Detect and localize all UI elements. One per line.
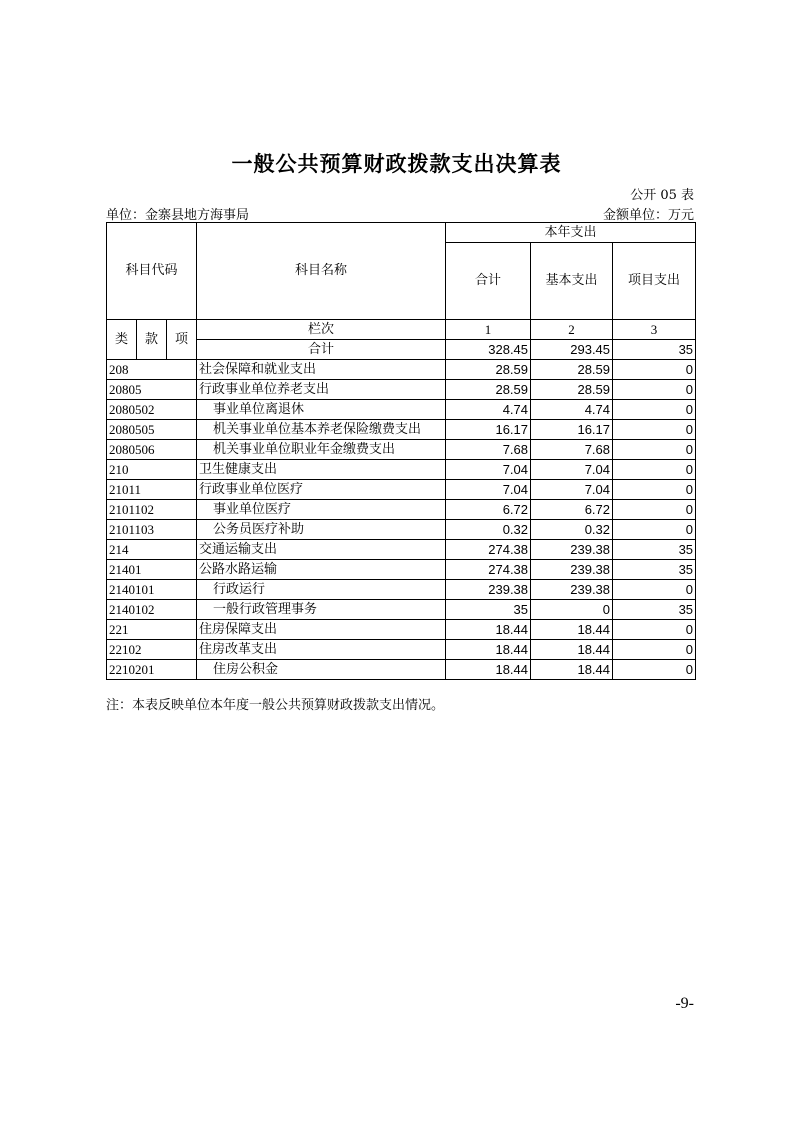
row-total: 18.44 <box>446 640 531 660</box>
row-name: 交通运输支出 <box>197 540 446 560</box>
row-code: 2140101 <box>107 580 197 600</box>
table-row <box>107 400 696 420</box>
row-basic: 4.74 <box>531 400 613 420</box>
row-project: 0 <box>613 480 696 500</box>
row-basic: 6.72 <box>531 500 613 520</box>
header-lei: 类 <box>107 320 137 360</box>
row-name: 机关事业单位基本养老保险缴费支出 <box>197 420 446 440</box>
row-name: 一般行政管理事务 <box>197 600 446 620</box>
row-project: 35 <box>613 540 696 560</box>
row-project: 0 <box>613 620 696 640</box>
row-code: 2140102 <box>107 600 197 620</box>
table-note: 注：本表反映单位本年度一般公共预算财政拨款支出情况。 <box>106 698 445 713</box>
row-basic: 7.04 <box>531 460 613 480</box>
table-row <box>107 600 696 620</box>
row-name: 公务员医疗补助 <box>197 520 446 540</box>
total-amount: 328.45 <box>446 340 531 360</box>
row-total: 18.44 <box>446 620 531 640</box>
row-project: 0 <box>613 580 696 600</box>
row-basic: 18.44 <box>531 620 613 640</box>
table-row <box>107 420 696 440</box>
header-basic: 基本支出 <box>531 243 613 320</box>
header-project: 项目支出 <box>613 243 696 320</box>
table-row <box>107 540 696 560</box>
row-name: 社会保障和就业支出 <box>197 360 446 380</box>
row-code: 22102 <box>107 640 197 660</box>
table-row <box>107 380 696 400</box>
row-code: 210 <box>107 460 197 480</box>
row-project: 0 <box>613 640 696 660</box>
row-code: 208 <box>107 360 197 380</box>
row-name: 住房保障支出 <box>197 620 446 640</box>
column-3: 3 <box>613 320 696 340</box>
row-total: 0.32 <box>446 520 531 540</box>
reporting-unit: 单位：金寨县地方海事局 <box>106 208 250 223</box>
row-code: 20805 <box>107 380 197 400</box>
row-basic: 28.59 <box>531 360 613 380</box>
row-name: 事业单位离退休 <box>197 400 446 420</box>
row-code: 221 <box>107 620 197 640</box>
header-subject-code: 科目代码 <box>107 223 197 320</box>
row-name: 公路水路运输 <box>197 560 446 580</box>
row-basic: 7.04 <box>531 480 613 500</box>
row-name: 卫生健康支出 <box>197 460 446 480</box>
row-project: 0 <box>613 660 696 680</box>
row-code: 214 <box>107 540 197 560</box>
row-project: 0 <box>613 460 696 480</box>
row-name: 行政事业单位医疗 <box>197 480 446 500</box>
table-row <box>107 580 696 600</box>
table-row <box>107 660 696 680</box>
row-basic: 28.59 <box>531 380 613 400</box>
row-basic: 239.38 <box>531 580 613 600</box>
row-total: 35 <box>446 600 531 620</box>
row-basic: 18.44 <box>531 640 613 660</box>
header-kuan: 款 <box>137 320 167 360</box>
column-label: 栏次 <box>197 320 446 340</box>
row-total: 6.72 <box>446 500 531 520</box>
total-basic: 293.45 <box>531 340 613 360</box>
row-project: 0 <box>613 420 696 440</box>
row-code: 2080505 <box>107 420 197 440</box>
row-total: 7.04 <box>446 460 531 480</box>
row-basic: 0.32 <box>531 520 613 540</box>
row-basic: 18.44 <box>531 660 613 680</box>
form-number: 公开 05 表 <box>630 188 694 203</box>
row-total: 4.74 <box>446 400 531 420</box>
row-total: 28.59 <box>446 360 531 380</box>
budget-table <box>106 222 696 680</box>
row-project: 0 <box>613 380 696 400</box>
row-name: 行政事业单位养老支出 <box>197 380 446 400</box>
row-basic: 239.38 <box>531 540 613 560</box>
row-code: 2101103 <box>107 520 197 540</box>
document-title: 一般公共预算财政拨款支出决算表 <box>231 152 562 176</box>
row-total: 7.68 <box>446 440 531 460</box>
row-project: 0 <box>613 400 696 420</box>
page-number: -9- <box>675 995 694 1012</box>
row-name: 行政运行 <box>197 580 446 600</box>
row-name: 机关事业单位职业年金缴费支出 <box>197 440 446 460</box>
row-code: 21011 <box>107 480 197 500</box>
row-project: 35 <box>613 560 696 580</box>
row-name: 住房公积金 <box>197 660 446 680</box>
row-code: 2210201 <box>107 660 197 680</box>
row-basic: 0 <box>531 600 613 620</box>
table-row <box>107 460 696 480</box>
row-project: 0 <box>613 360 696 380</box>
row-project: 0 <box>613 520 696 540</box>
header-subject-name: 科目名称 <box>197 223 446 320</box>
row-total: 274.38 <box>446 560 531 580</box>
column-1: 1 <box>446 320 531 340</box>
table-row <box>107 500 696 520</box>
row-total: 274.38 <box>446 540 531 560</box>
row-total: 16.17 <box>446 420 531 440</box>
amount-unit: 金额单位：万元 <box>602 208 694 223</box>
total-project: 35 <box>613 340 696 360</box>
total-label: 合计 <box>197 340 446 360</box>
row-project: 0 <box>613 500 696 520</box>
header-year-expense: 本年支出 <box>446 223 696 243</box>
row-basic: 7.68 <box>531 440 613 460</box>
table-row <box>107 440 696 460</box>
row-code: 2080502 <box>107 400 197 420</box>
row-code: 2080506 <box>107 440 197 460</box>
row-basic: 239.38 <box>531 560 613 580</box>
row-name: 事业单位医疗 <box>197 500 446 520</box>
row-total: 28.59 <box>446 380 531 400</box>
table-row <box>107 560 696 580</box>
table-row <box>107 360 696 380</box>
row-total: 18.44 <box>446 660 531 680</box>
row-total: 7.04 <box>446 480 531 500</box>
table-row <box>107 640 696 660</box>
header-xiang: 项 <box>167 320 197 360</box>
table-row <box>107 620 696 640</box>
column-2: 2 <box>531 320 613 340</box>
row-code: 2101102 <box>107 500 197 520</box>
row-name: 住房改革支出 <box>197 640 446 660</box>
header-total: 合计 <box>446 243 531 320</box>
row-project: 0 <box>613 440 696 460</box>
row-project: 35 <box>613 600 696 620</box>
row-basic: 16.17 <box>531 420 613 440</box>
row-code: 21401 <box>107 560 197 580</box>
row-total: 239.38 <box>446 580 531 600</box>
table-row <box>107 520 696 540</box>
table-row <box>107 480 696 500</box>
